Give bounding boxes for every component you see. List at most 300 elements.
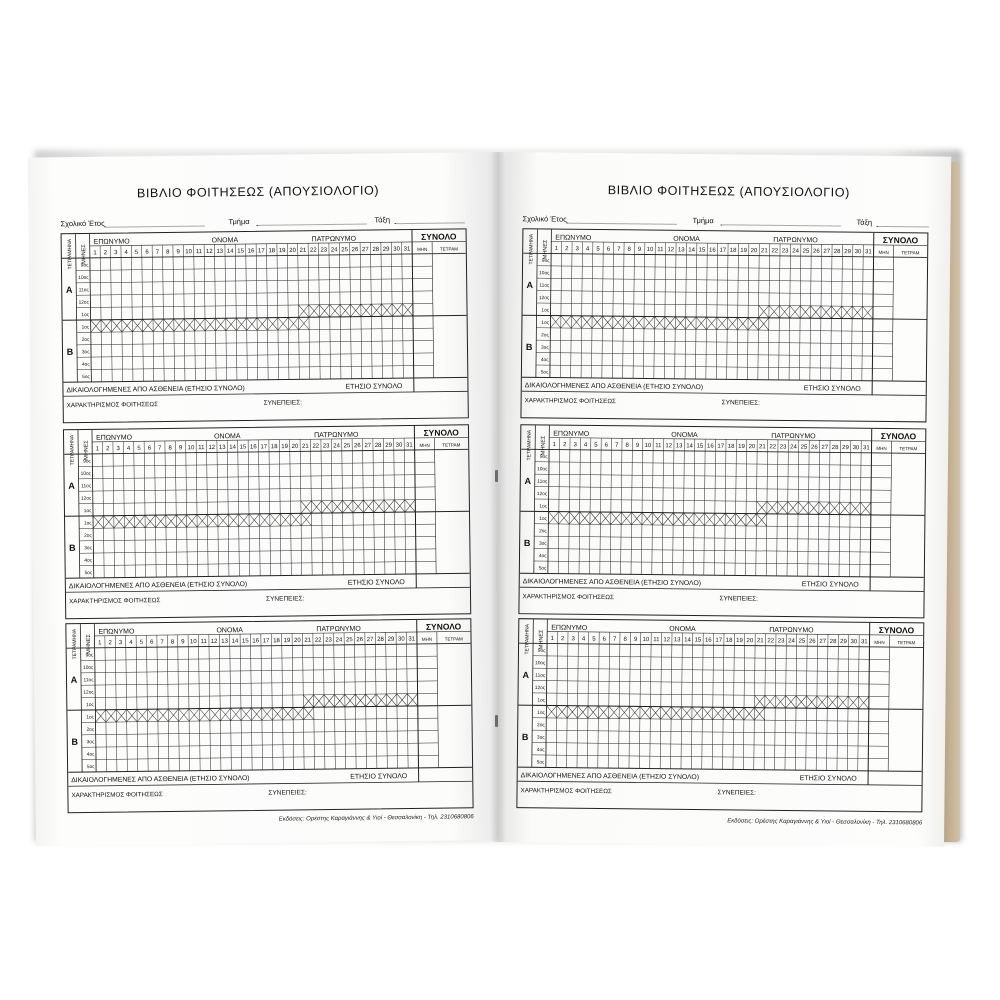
day-number-7: 7 [155,249,160,256]
month-a-1: 10ος [537,467,548,473]
day-column-line [308,243,310,379]
staple-bottom [495,715,498,727]
crossed-cell [199,708,210,721]
day-column-line [235,244,237,380]
quarter-total-label: ΤΕΤΡΑΜ [901,250,920,256]
day-number-18: 18 [729,247,737,254]
day-column-line [365,633,367,769]
day-number-2: 2 [561,636,565,643]
day-column-line [250,634,252,770]
day-column-line [643,242,644,378]
total-subdivider [437,632,439,768]
crossed-cell [706,317,717,330]
day-number-6: 6 [150,639,154,646]
crossed-cell [176,515,187,528]
crossed-cell [767,501,778,514]
month-row-line [77,365,433,369]
day-number-14: 14 [684,637,691,644]
day-column-line [313,633,315,769]
day-column-line [258,440,260,576]
consequences-label: ΣΥΝΕΠΕΙΕΣ: [719,595,758,603]
day-number-7: 7 [617,246,621,253]
day-column-line [370,242,372,378]
day-number-14: 14 [688,247,695,254]
day-number-7: 7 [158,445,162,452]
month-row-line [533,681,889,685]
month-row-line [81,656,437,660]
day-column-line [287,244,289,380]
conduct-label: ΧΑΡΑΚΤΗΡΙΣΜΟΣ ΦΟΙΤΗΣΕΩΣ [520,787,612,796]
crossed-cell [215,318,226,331]
crossed-cell [386,694,397,707]
month-b-0: 1ος [539,516,547,522]
crossed-cell [681,707,692,720]
day-number-22: 22 [314,637,322,644]
section-field[interactable] [256,224,366,226]
day-column-line [587,632,588,768]
day-column-line [219,634,221,770]
yearly-total-label: ΕΤΗΣΙΟ ΣΥΝΟΛΟ [345,383,403,391]
patronymic-label: ΠΑΤΡΩΝΥΜΟ [773,236,818,245]
day-number-15: 15 [698,247,706,254]
section-field[interactable] [720,224,840,226]
quarter-total-label: ΤΕΤΡΑΜ [439,246,458,252]
day-column-line [633,242,634,378]
surname-label: ΕΠΩΝΥΜΟ [93,238,130,246]
day-number-1: 1 [554,246,559,253]
day-number-9: 9 [178,445,183,452]
month-row-line [533,656,889,660]
day-number-25: 25 [341,247,348,254]
month-a-0: 9ος [85,653,94,659]
crossed-cell [278,317,289,330]
day-column-line [292,633,294,769]
name-label: ΟΝΟΜΑ [211,237,239,245]
crossed-cell [725,513,736,526]
day-column-line [681,633,682,769]
crossed-cell [715,513,726,526]
month-row-line [534,536,890,540]
crossed-cell [355,694,366,707]
day-number-19: 19 [740,247,747,255]
day-number-2: 2 [565,246,569,253]
day-number-28: 28 [833,248,841,256]
day-column-line [567,632,568,768]
crossed-cell [301,501,312,514]
total-label: ΣΥΝΟΛΟ [425,621,462,632]
month-row-line [77,353,433,357]
crossed-cell [634,316,645,329]
month-b-1: 2ος [539,529,547,535]
yearly-total-label: ΕΤΗΣΙΟ ΣΥΝΟΛΟ [803,385,861,393]
day-number-12: 12 [206,248,213,255]
month-row-line [78,462,434,466]
month-row-line [79,549,435,553]
crossed-cell [288,317,299,330]
month-row-line [76,291,432,295]
day-number-19: 19 [736,637,743,645]
crossed-cell [259,514,270,527]
yearly-total-label: ΕΤΗΣΙΟ ΣΥΝΟΛΟ [350,773,408,781]
total-subdivider [434,438,436,574]
student-block-1 [520,228,928,422]
crossed-cell [405,500,416,513]
day-column-line [206,441,208,577]
day-column-line [673,439,674,575]
day-column-line [743,634,744,770]
day-column-line [737,243,738,379]
month-row-line [77,341,433,345]
crossed-cell [862,306,873,319]
day-number-16: 16 [250,444,257,451]
term-b-label: Β [71,736,79,747]
day-column-line [785,634,786,770]
crossed-cell [324,695,335,708]
day-number-5: 5 [134,249,139,256]
day-number-18: 18 [268,248,276,255]
left-page [28,152,496,846]
crossed-cell [220,708,231,721]
crossed-cell [218,514,229,527]
crossed-cell [91,320,102,333]
month-a-2: 11ος [537,479,548,485]
day-number-18: 18 [270,444,278,451]
day-number-8: 8 [166,249,170,256]
excused-absences-label: ΔΙΚΑΙΟΛΟΓΗΜΕΝΕΣ ΑΠΟ ΑΣΘΕΝΕΙΑ (ΕΤΗΣΙΟ ΣΥΝΟΛΟ) [71,775,250,785]
day-column-line [797,440,798,576]
day-number-4: 4 [126,445,131,452]
patronymic-label: ΠΑΤΡΩΝΥΜΟ [314,431,359,440]
day-column-line [90,246,92,382]
crossed-cell [661,707,672,720]
crossed-cell [145,515,156,528]
student-block-1 [61,228,469,423]
day-number-24: 24 [788,638,795,645]
day-number-15: 15 [239,444,247,451]
day-column-line [215,244,217,380]
excused-absences-label: ΔΙΚΑΙΟΛΟΓΗΜΕΝΕΣ ΑΠΟ ΑΣΘΕΝΕΙΑ (ΕΤΗΣΙΟ ΣΥΝΟΛΟ) [520,772,700,782]
day-column-line [612,242,613,378]
day-column-line [248,440,250,576]
month-a-3: 12ος [83,690,94,696]
day-column-line [396,632,398,768]
crossed-cell [756,501,767,514]
day-number-10: 10 [646,247,654,254]
quarter-total-label: ΤΕΤΡΑΜ [444,636,463,642]
day-column-line [230,634,232,770]
crossed-cell [569,512,580,525]
crossed-cell [241,708,252,721]
day-column-line [714,439,715,575]
crossed-cell [371,304,382,317]
month-row-line [534,549,890,553]
day-number-1: 1 [550,636,555,643]
month-row-line [534,561,890,565]
crossed-cell [291,513,302,526]
crossed-cell [382,304,393,317]
day-column-line [621,438,622,574]
month-a-3: 12ος [534,686,546,692]
crossed-cell [673,513,684,526]
day-number-3: 3 [116,446,120,453]
month-row-line [81,669,437,673]
month-b-4: 5ος [86,764,95,771]
crossed-cell [786,696,797,709]
school-year-field[interactable] [566,223,676,225]
day-column-line [290,439,292,575]
school-year-label: Σχολικό Έτος [522,214,567,224]
month-b-0: 1ος [541,320,549,326]
day-column-line [188,635,190,771]
quarter-label: ΤΕΤΡΑΜΗΝΑ [526,430,533,461]
month-b-1: 2ος [84,533,92,539]
day-number-11: 11 [200,639,207,646]
excused-absences-label: ΔΙΚΑΙΟΛΟΓΗΜΕΝΕΣ ΑΠΟ ΑΣΘΕΝΕΙΑ (ΕΤΗΣΙΟ ΣΥΝΟΛΟ) [522,578,702,588]
crossed-cell [821,306,832,319]
day-column-line [569,438,570,574]
term-b-label: Β [523,537,531,549]
day-number-25: 25 [798,638,806,645]
crossed-cell [127,709,138,722]
day-column-line [623,242,624,378]
day-number-26: 26 [808,638,816,645]
day-number-24: 24 [330,247,338,254]
crossed-cell [694,513,705,526]
day-column-line [404,438,406,574]
day-number-21: 21 [758,444,766,451]
grade-field[interactable] [876,226,928,228]
crossed-cell [600,512,611,525]
day-column-line [339,243,341,379]
day-number-19: 19 [738,443,745,451]
day-number-25: 25 [343,443,351,450]
grade-field[interactable] [394,222,464,224]
day-number-20: 20 [293,637,301,644]
day-number-17: 17 [717,443,725,450]
day-number-24: 24 [792,248,799,255]
day-column-line [165,441,167,577]
month-b-2: 3ος [540,345,549,351]
crossed-cell [840,502,851,515]
crossed-cell [376,694,387,707]
day-number-30: 30 [395,442,403,449]
month-a-0: 9ος [80,263,89,269]
day-number-26: 26 [810,444,818,451]
day-number-14: 14 [229,444,236,451]
crossed-cell [111,320,122,333]
day-header-line [90,241,466,246]
crossed-cell [363,500,374,513]
day-column-line [131,245,133,381]
day-number-31: 31 [403,246,411,253]
day-column-line [373,438,375,574]
term-b-label: Β [521,731,529,743]
day-number-17: 17 [719,247,727,254]
day-number-30: 30 [852,445,860,452]
month-b-2: 3ος [84,546,92,552]
quarter-label: ΤΕΤΡΑΜΗΝΑ [528,234,535,265]
day-number-30: 30 [854,249,862,256]
day-column-line [745,440,746,576]
crossed-cell [788,502,799,515]
crossed-cell [345,694,356,707]
month-row-line [537,266,893,270]
crossed-cell [184,319,195,332]
excused-absences-label: ΔΙΚΑΙΟΛΟΓΗΜΕΝΕΣ ΑΠΟ ΑΣΘΕΝΕΙΑ (ΕΤΗΣΙΟ ΣΥΝΟΛΟ) [68,581,248,591]
day-column-line [652,439,653,575]
total-label: ΣΥΝΟΛΟ [880,430,917,442]
patronymic-label: ΠΑΤΡΩΝΥΜΟ [316,625,361,634]
day-column-line [820,244,821,380]
month-total-label: ΜΗΝ [417,246,428,252]
day-column-line [747,244,748,380]
day-number-11: 11 [653,637,660,644]
day-header-line [92,437,468,442]
crossed-cell [195,319,206,332]
day-number-17: 17 [260,444,268,451]
day-column-line [827,634,828,770]
month-row-line [537,303,893,307]
month-a-2: 11ος [83,678,94,684]
crossed-cell [650,707,661,720]
day-number-31: 31 [865,249,872,256]
day-number-31: 31 [860,639,868,646]
day-column-line [619,632,620,768]
book-gutter [490,152,506,842]
day-number-12: 12 [208,444,216,451]
day-column-line [157,635,159,771]
day-number-21: 21 [761,248,768,255]
day-column-line [183,245,185,381]
month-a-1: 10ος [535,661,546,667]
day-number-28: 28 [374,442,382,449]
day-number-23: 23 [325,637,332,644]
day-number-20: 20 [291,443,299,450]
months-label: ΜΗΝΕΣ [542,239,549,260]
day-number-8: 8 [623,636,627,643]
crossed-cell [319,305,330,318]
month-row-line [535,462,891,466]
day-number-4: 4 [124,249,128,256]
quarter-label: ΤΕΤΡΑΜΗΝΑ [69,434,76,466]
day-column-line [302,633,304,769]
grid-bottom-line [522,377,926,381]
day-column-line [92,442,94,578]
day-column-line [558,438,559,574]
day-column-line [608,632,609,768]
day-number-2: 2 [106,446,110,453]
day-number-22: 22 [769,444,777,451]
crossed-cell [311,501,322,514]
conduct-label: ΧΑΡΑΚΤΗΡΙΣΜΟΣ ΦΟΙΤΗΣΕΩΣ [522,593,614,602]
crossed-cell [779,305,790,318]
day-number-21: 21 [304,637,312,644]
day-number-29: 29 [840,639,847,646]
month-row-line [82,743,438,747]
crossed-cell [654,317,665,330]
day-number-6: 6 [604,442,609,449]
quarter-column-divider [534,425,536,573]
crossed-cell [132,319,143,332]
patronymic-label: ΠΑΤΡΩΝΥΜΟ [769,626,814,635]
day-number-7: 7 [615,442,619,449]
month-a-1: 10ος [539,271,550,277]
name-label: ΟΝΟΜΑ [216,627,243,635]
day-column-line [342,439,344,575]
day-number-1: 1 [552,442,557,449]
day-number-26: 26 [813,248,820,255]
day-column-line [142,245,144,381]
day-column-line [581,242,582,378]
day-column-line [412,242,414,378]
crossed-cell [272,708,283,721]
crossed-cell [611,512,622,525]
yearly-total-label: ΕΤΗΣΙΟ ΣΥΝΟΛΟ [801,581,859,589]
day-column-line [777,440,778,576]
month-row-line [536,328,892,332]
crossed-cell [727,317,738,330]
day-number-27: 27 [362,247,369,254]
month-b-3: 4ος [540,358,549,364]
day-column-line [111,246,113,382]
month-row-line [79,475,435,479]
crossed-cell [103,516,114,529]
day-column-line [134,441,136,577]
excused-absences-label: ΔΙΚΑΙΟΛΟΓΗΜΕΝΕΣ ΑΠΟ ΑΣΘΕΝΕΙΑ (ΕΤΗΣΙΟ ΣΥΝΟΛΟ) [66,385,245,395]
day-number-12: 12 [667,247,675,254]
crossed-cell [350,304,361,317]
crossed-cell [116,710,127,723]
month-row-line [79,524,435,528]
day-column-line [334,633,336,769]
day-column-line [277,244,279,380]
day-number-23: 23 [777,638,785,645]
name-label: ΟΝΟΜΑ [669,625,696,634]
day-column-line [173,245,175,381]
day-column-line [789,244,790,380]
day-column-line [837,635,838,771]
crossed-cell [557,706,568,719]
crossed-cell [798,502,809,515]
crossed-cell [796,696,807,709]
day-number-8: 8 [627,246,631,253]
crossed-cell [247,318,258,331]
day-column-line [706,243,707,379]
crossed-cell [197,515,208,528]
crossed-cell [790,306,801,319]
month-b-3: 4ος [84,558,93,564]
day-number-16: 16 [704,637,712,644]
day-column-line [318,243,320,379]
term-a-label: Α [68,480,75,491]
grid-bottom-line [63,377,467,382]
footer-divider [518,781,922,785]
school-year-field[interactable] [104,226,204,228]
month-row-line [77,316,433,320]
consequences-label: ΣΥΝΕΠΕΙΕΣ: [263,399,303,407]
term-a-label: Α [524,475,532,487]
term-b-label: Β [525,341,533,353]
day-column-line [113,442,115,578]
day-column-line [727,243,728,379]
month-total-label: ΜΗΝ [878,249,889,256]
day-column-line [818,440,819,576]
crossed-cell [838,696,849,709]
day-number-15: 15 [696,443,704,450]
day-number-12: 12 [665,443,673,450]
crossed-cell [205,318,216,331]
day-column-line [100,246,102,382]
